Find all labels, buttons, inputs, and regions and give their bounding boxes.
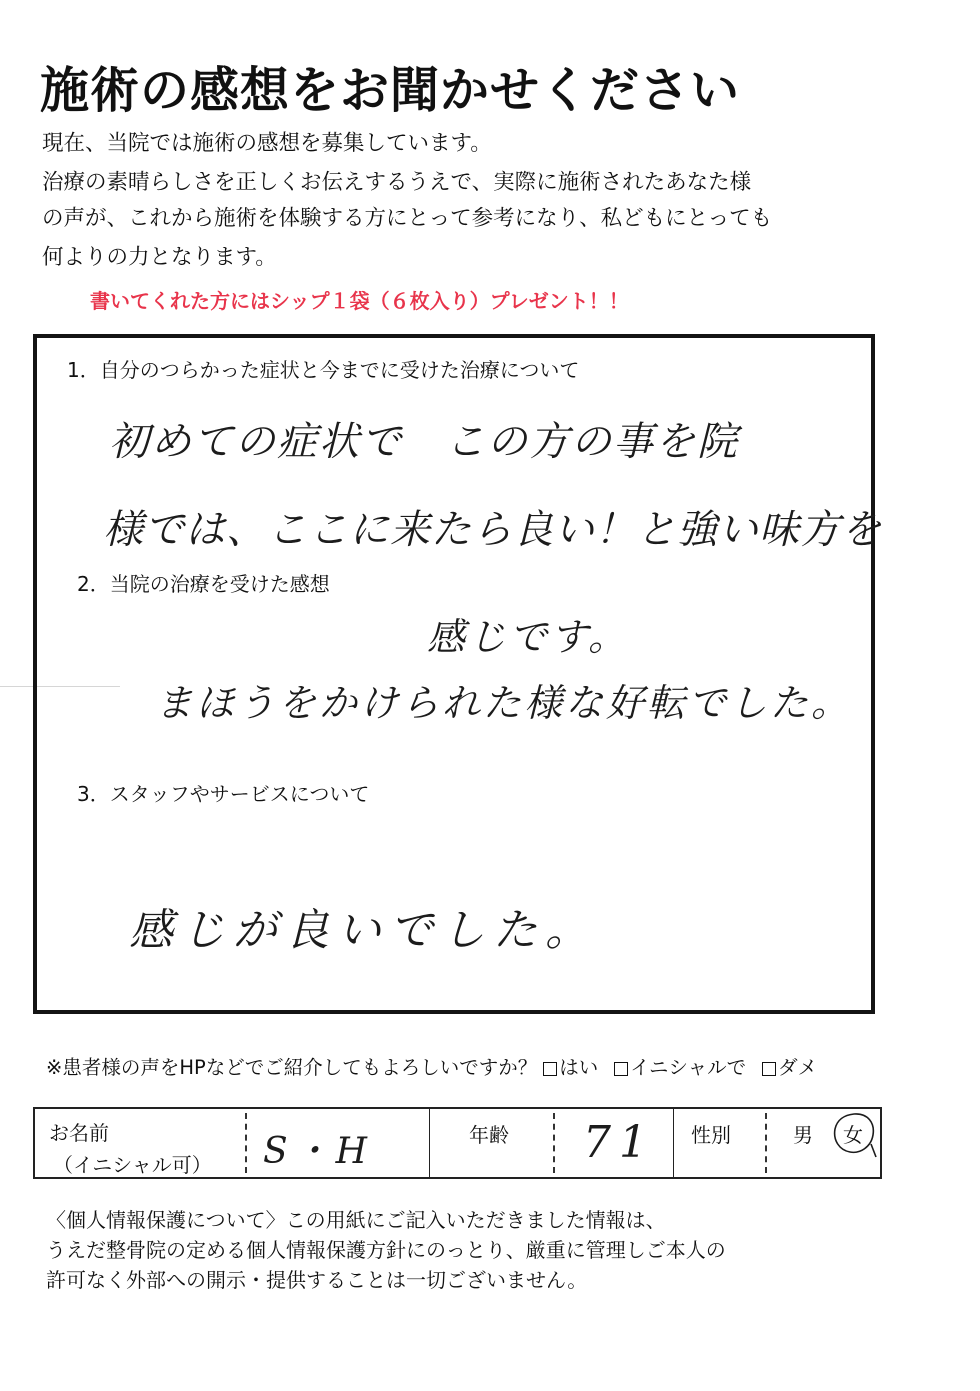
intro-line-3: の声が、これから施術を体験する方にとって参考になり、私どもにとっても xyxy=(42,206,773,231)
question-3-label: 3．スタッフやサービスについて xyxy=(77,782,370,806)
answer-1-line-1[interactable]: 初めての症状で この方の事を院 xyxy=(109,419,739,465)
name-sub-label: （イニシャル可） xyxy=(53,1153,212,1177)
answer-2-line-1[interactable]: 感じです。 xyxy=(427,615,629,659)
name-label: お名前 xyxy=(49,1121,109,1145)
selection-circle-icon xyxy=(830,1109,878,1159)
column-separator xyxy=(673,1109,674,1177)
checkbox-initials[interactable] xyxy=(614,1062,628,1076)
option-yes-label: はい xyxy=(559,1056,599,1079)
name-value[interactable]: S・H xyxy=(263,1131,374,1172)
age-divider xyxy=(553,1113,555,1173)
gender-label: 性別 xyxy=(691,1123,731,1147)
patient-info-table xyxy=(33,1107,882,1179)
intro-line-1: 現在、当院では施術の感想を募集しています。 xyxy=(42,131,492,156)
gender-male-option[interactable]: 男 xyxy=(793,1123,813,1147)
permission-question: ※患者様の声をHPなどでご紹介してもよろしいですか？ xyxy=(46,1056,538,1079)
column-separator xyxy=(429,1109,430,1177)
gender-divider xyxy=(765,1113,767,1173)
name-divider xyxy=(245,1113,247,1173)
privacy-line-1: 〈個人情報保護について〉この用紙にご記入いただきました情報は、 xyxy=(46,1208,666,1232)
gender-female-option[interactable]: 女 xyxy=(843,1123,863,1147)
checkbox-yes[interactable] xyxy=(543,1062,557,1076)
age-value[interactable]: 71 xyxy=(583,1117,655,1168)
privacy-line-2: うえだ整骨院の定める個人情報保護方針にのっとり、厳重に管理しご本人の xyxy=(46,1238,726,1262)
checkbox-no[interactable] xyxy=(762,1062,776,1076)
permission-row xyxy=(46,1052,817,1080)
privacy-line-3: 許可なく外部への開示・提供することは一切ございません。 xyxy=(46,1268,588,1292)
answer-3-line-1[interactable]: 感じが良いでした。 xyxy=(129,905,597,956)
option-no-label: ダメ xyxy=(778,1056,818,1079)
age-label: 年齢 xyxy=(469,1123,509,1147)
answer-1-line-2[interactable]: 様では、ここに来たら良い！と強い味方を xyxy=(103,507,882,553)
question-2-label: 2．当院の治療を受けた感想 xyxy=(77,572,330,596)
page-title: 施術の感想をお聞かせください xyxy=(40,62,741,119)
survey-box xyxy=(33,334,882,1014)
promo-text: 書いてくれた方にはシップ１袋（６枚入り）プレゼント！！ xyxy=(90,289,629,313)
intro-line-2: 治療の素晴らしさを正しくお伝えするうえで、実際に施術されたあなた様 xyxy=(42,170,752,195)
question-1-label: 1．自分のつらかった症状と今までに受けた治療について xyxy=(67,358,580,382)
intro-line-4: 何よりの力となります。 xyxy=(42,245,277,270)
option-initials-label: イニシャルで xyxy=(630,1056,747,1079)
answer-2-line-2[interactable]: まほうをかけられた様な好転でした。 xyxy=(155,681,853,725)
